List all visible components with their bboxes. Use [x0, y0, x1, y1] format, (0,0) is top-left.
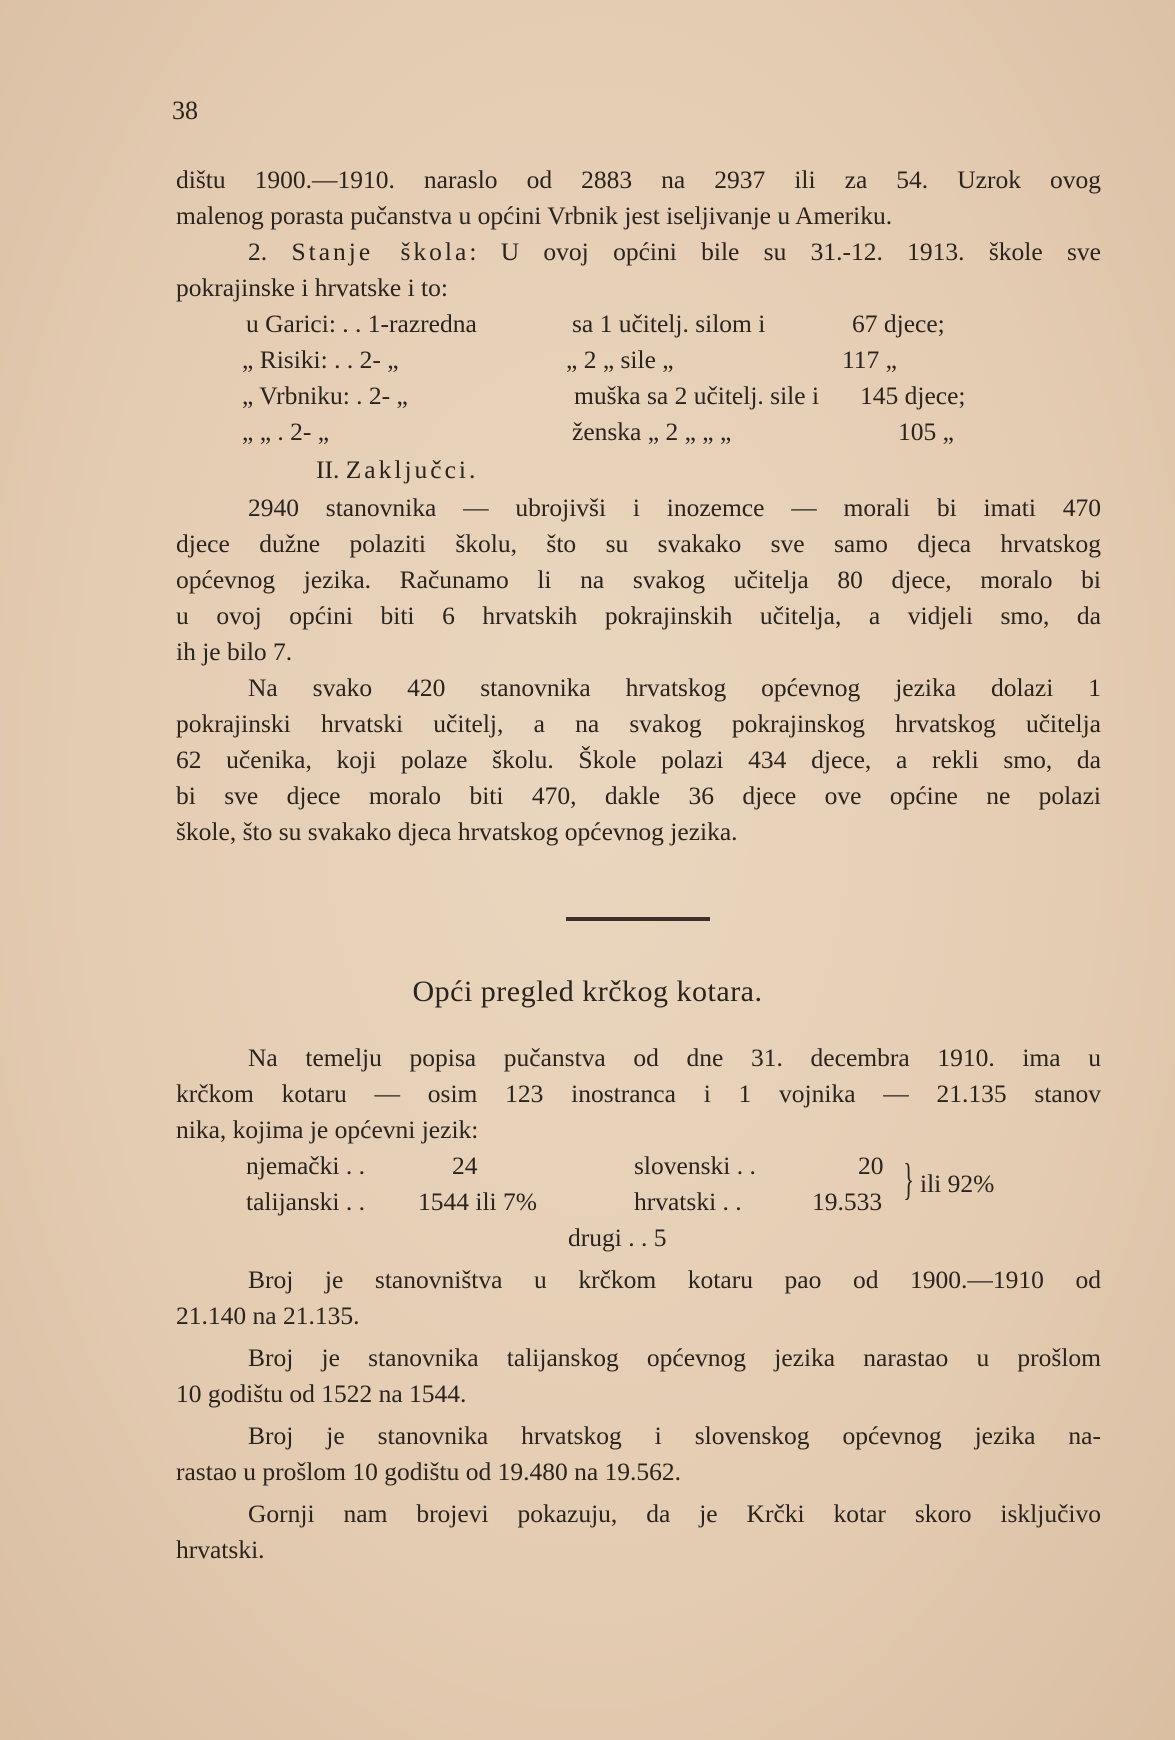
text-span: : U ovoj općini bile su 31.-12. 1913. škole sve	[469, 237, 1101, 266]
text-line: rastao u prošlom 10 godištu od 19.480 na 19.562.	[176, 1457, 682, 1486]
text-line: Broj je stanovnika talijanskog općevnog jezika narastao u prošlom	[248, 1343, 1101, 1372]
slovene-label: slovenski . .	[634, 1151, 756, 1180]
other-languages: drugi . . 5	[568, 1223, 667, 1252]
school-teachers: „ 2 „ sile „	[566, 345, 674, 374]
paragraph-population-growth	[176, 162, 1101, 234]
text-line: 21.140 na 21.135.	[176, 1301, 360, 1330]
conclusions-heading	[176, 450, 1101, 490]
schools-list	[176, 306, 1101, 450]
school-children: 67 djece;	[852, 309, 945, 338]
school-teachers: muška sa 2 učitelj. sile i	[574, 381, 820, 410]
section-number: II.	[316, 455, 346, 484]
spaced-heading: Zaključci.	[345, 455, 479, 484]
text-line: ih je bilo 7.	[176, 637, 293, 666]
page-number: 38	[172, 96, 198, 125]
school-teachers: sa 1 učitelj. silom i	[572, 309, 766, 338]
croatian-label: hrvatski . .	[634, 1187, 742, 1216]
paragraph-conclusion	[176, 1496, 1101, 1568]
paragraph-census	[176, 1040, 1101, 1148]
school-place: u Garici: . . 1-razredna	[246, 309, 477, 338]
school-children: 117 „	[842, 345, 897, 374]
text-line: u ovoj općini biti 6 hrvatskih pokrajinskih učitelja, a vidjeli smo, da	[176, 601, 1101, 630]
text-line: Broj je stanovništva u krčkom kotaru pao od 1900.—1910 od	[248, 1265, 1101, 1294]
croatian-value: 19.533	[812, 1187, 883, 1216]
brace-symbol: }	[903, 1155, 914, 1204]
paragraph-italian-speakers	[176, 1340, 1101, 1412]
text-line: krčkom kotaru — osim 123 inostranca i 1 vojnika — 21.135 stanov	[176, 1079, 1101, 1108]
text-line: djece dužne polaziti školu, što su svakako sve samo djeca hrvatskog	[176, 529, 1101, 558]
german-value: 24	[452, 1151, 478, 1180]
text-line: škole, što su svakako djeca hrvatskog općevnog jezika.	[176, 817, 738, 846]
section-title: Opći pregled krčkog kotara.	[412, 975, 763, 1008]
paragraph-population-decline	[176, 1262, 1101, 1334]
item-number: 2.	[248, 237, 292, 266]
text-line: Na svako 420 stanovnika hrvatskog općevnog jezika dolazi 1	[248, 673, 1101, 702]
bottom-section	[176, 1040, 1101, 1568]
section-divider	[566, 917, 710, 921]
top-section	[176, 162, 1101, 850]
german-label: njemački . .	[246, 1151, 365, 1180]
text-line: malenog porasta pučanstva u općini Vrbnik jest iseljivanje u Ameriku.	[176, 201, 893, 230]
paragraph-teacher-ratio	[176, 670, 1101, 850]
spaced-heading: Stanje škola	[291, 237, 470, 266]
text-line: 62 učenika, koji polaze školu. Škole polazi 434 djece, a rekli smo, da	[176, 745, 1101, 774]
school-teachers: ženska „ 2 „ „ „	[572, 417, 732, 446]
text-line: Gornji nam brojevi pokazuju, da je Krčki kotar skoro isključivo	[248, 1499, 1101, 1528]
school-children: 105 „	[898, 417, 954, 446]
paragraph-school-status	[176, 234, 1101, 306]
italian-label: talijanski . .	[246, 1187, 365, 1216]
text-line: općevnog jezika. Računamo li na svakog učitelja 80 djece, moralo bi	[176, 565, 1101, 594]
brace-note: ili 92%	[920, 1169, 995, 1198]
school-row	[176, 342, 1101, 378]
school-row	[176, 378, 1101, 414]
text-line	[176, 234, 1101, 270]
text-line: pokrajinske i hrvatske i to:	[176, 273, 448, 302]
text-line: bi sve djece moralo biti 470, dakle 36 djece ove općine ne polazi	[176, 781, 1101, 810]
text-line: Na temelju popisa pučanstva od dne 31. decembra 1910. ima u	[248, 1043, 1101, 1072]
text-line: hrvatski.	[176, 1535, 265, 1564]
text-line: dištu 1900.—1910. naraslo od 2883 na 2937 ili za 54. Uzrok ovog	[176, 165, 1101, 194]
paragraph-croatian-speakers	[176, 1418, 1101, 1490]
paragraph-children-count	[176, 490, 1101, 670]
school-place: „ Risiki: . . 2- „	[242, 345, 399, 374]
text-line: pokrajinski hrvatski učitelj, a na svakog pokrajinskog hrvatskog učitelja	[176, 709, 1101, 738]
text-line: 2940 stanovnika — ubrojivši i inozemce — morali bi imati 470	[248, 493, 1101, 522]
italian-value: 1544 ili 7%	[418, 1187, 537, 1216]
text-line: Broj je stanovnika hrvatskog i slovenskog općevnog jezika na-	[248, 1421, 1101, 1450]
text-line: nika, kojima je općevni jezik:	[176, 1115, 479, 1144]
school-place: „ Vrbniku: . 2- „	[242, 381, 408, 410]
school-children: 145 djece;	[860, 381, 966, 410]
text-line: 10 godištu od 1522 na 1544.	[176, 1379, 467, 1408]
language-table	[176, 1148, 1101, 1256]
school-row	[176, 414, 1101, 450]
slovene-value: 20	[858, 1151, 884, 1180]
school-place: „ „ . 2- „	[242, 417, 330, 446]
school-row	[176, 306, 1101, 342]
